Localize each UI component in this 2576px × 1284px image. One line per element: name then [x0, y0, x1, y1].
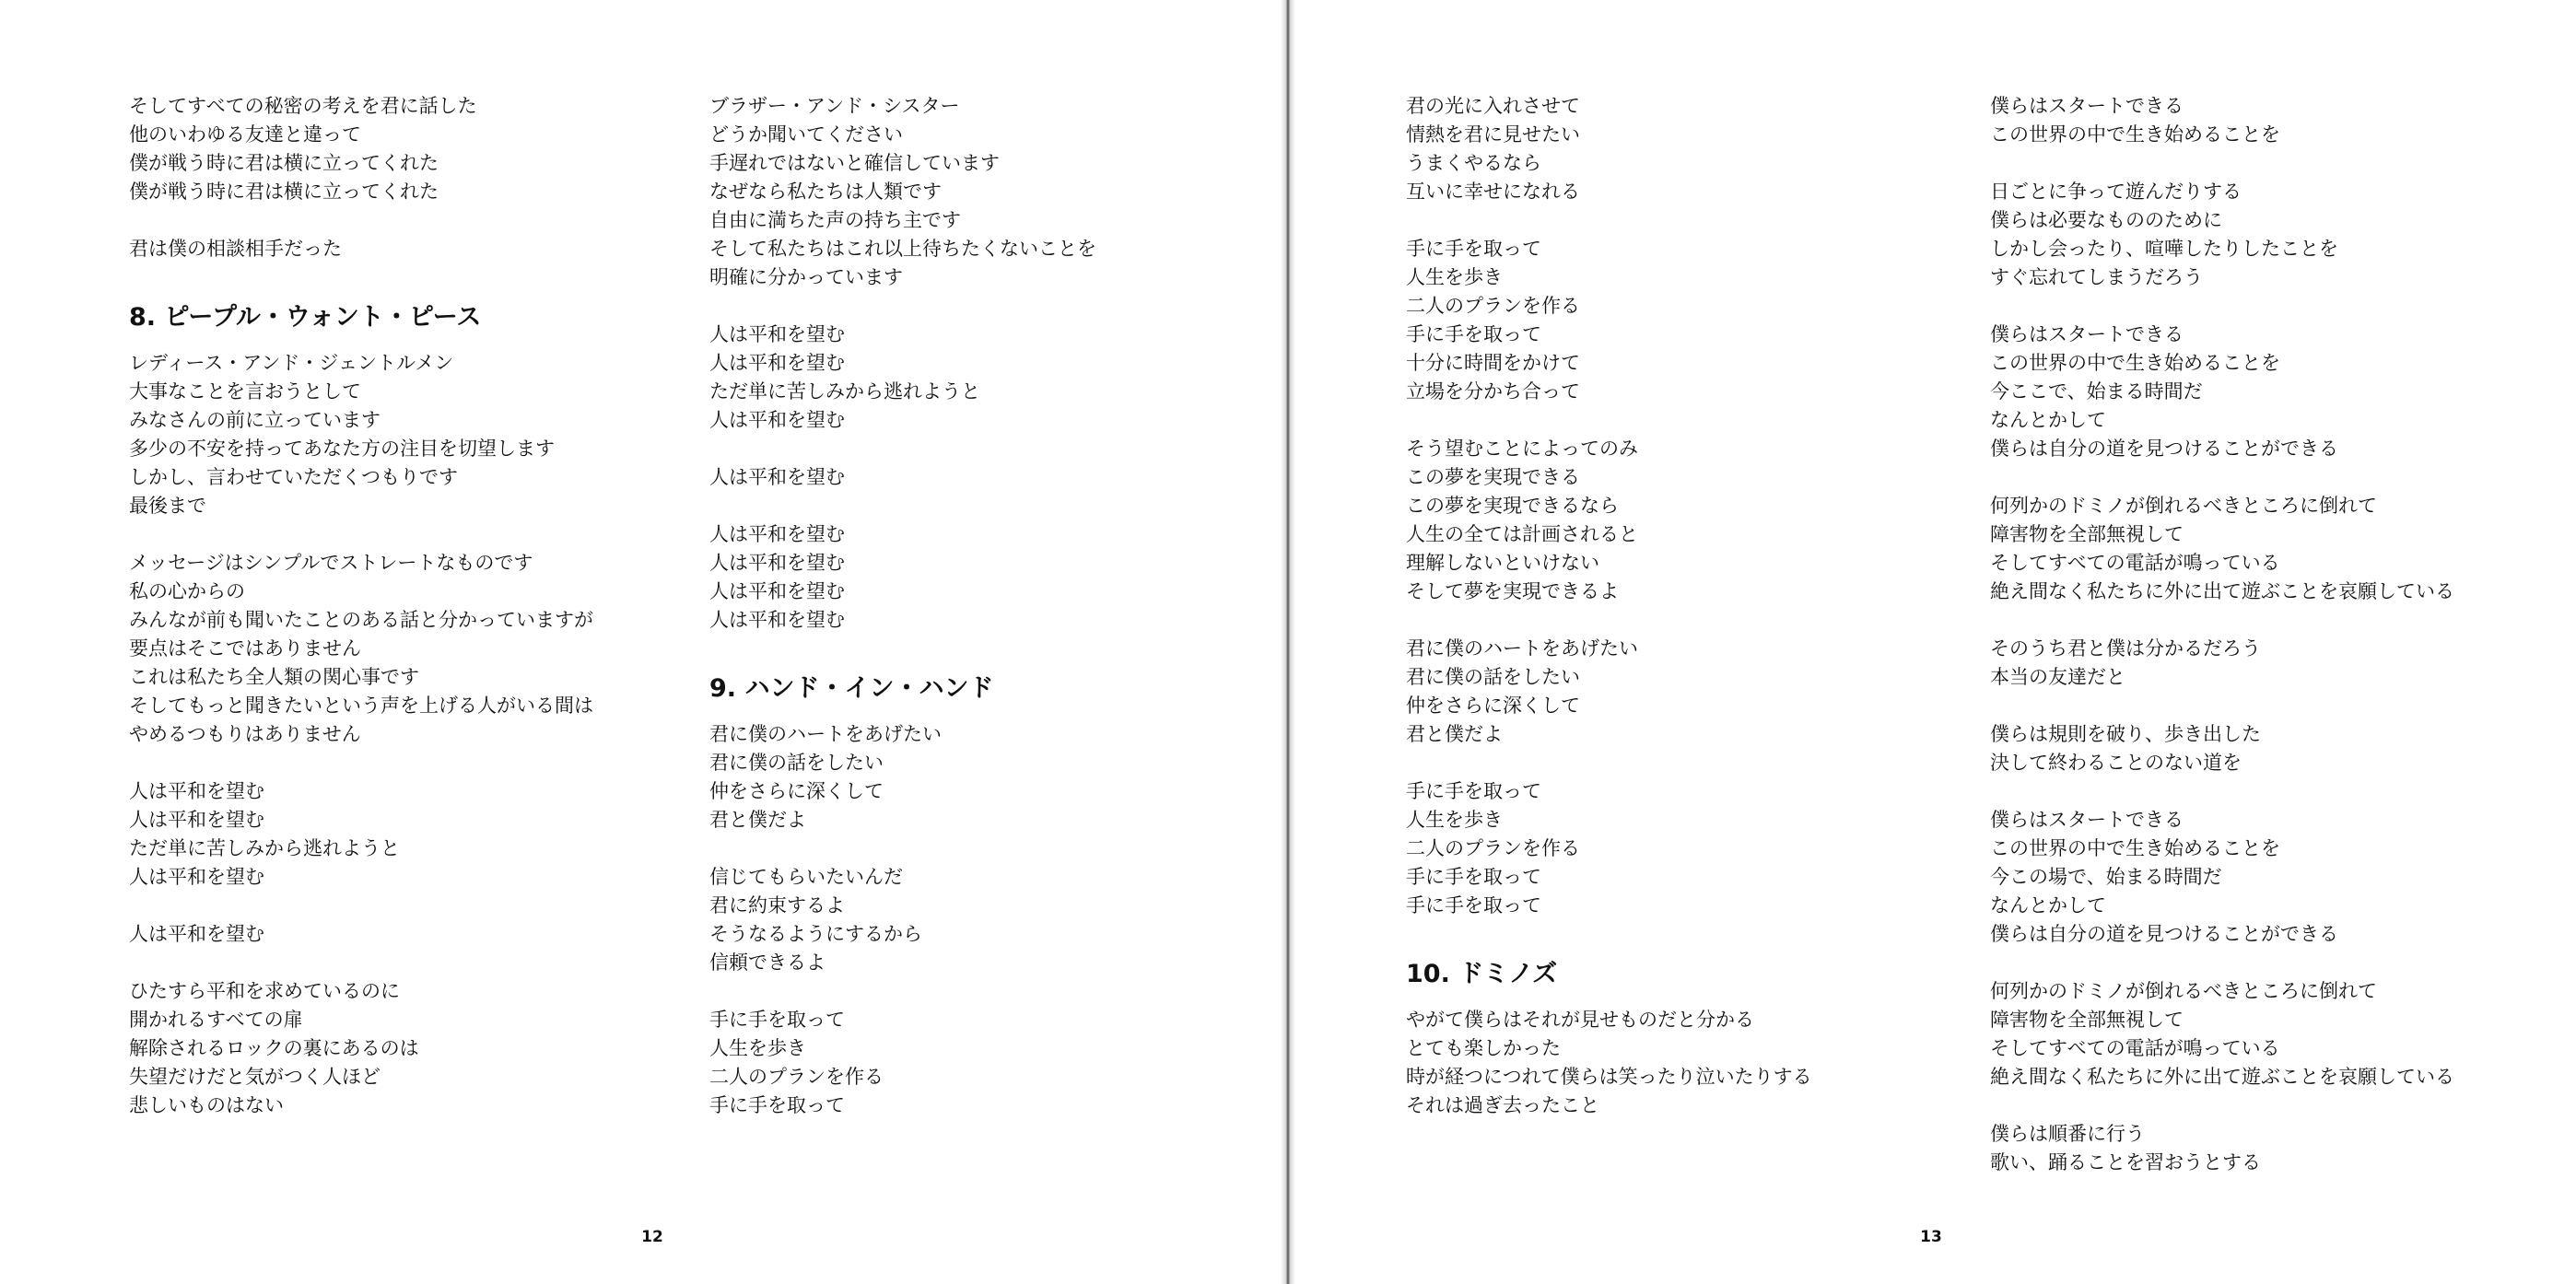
- lyric-line: 手に手を取って: [1406, 238, 1541, 260]
- lyric-line: 僕らはスタートできる: [1990, 809, 2184, 831]
- song-title: 8. ピープル・ウォント・ピース: [129, 303, 482, 332]
- lyric-line: 僕が戦う時に君は横に立ってくれた: [129, 152, 439, 174]
- lyric-line: 決して終わることのない道を: [1990, 752, 2242, 774]
- lyric-line: そしてすべての電話が鳴っている: [1990, 1037, 2280, 1059]
- page-number: 13: [1920, 1228, 1942, 1246]
- stanza-gap: [1990, 1091, 2561, 1120]
- lyric-line: 情熱を君に見せたい: [1406, 123, 1580, 146]
- lyric-line: そしてすべての電話が鳴っている: [1990, 552, 2280, 574]
- lyric-line: レディース・アンド・ジェントルメン: [129, 352, 454, 374]
- lyric-line: 人は平和を望む: [129, 866, 264, 888]
- lyric-line: 自由に満ちた声の持ち主です: [709, 209, 961, 231]
- stanza-gap: [129, 749, 700, 777]
- stanza-gap: [709, 492, 1281, 520]
- lyric-line: そのうち君と僕は分かるだろう: [1990, 637, 2261, 660]
- stanza-gap: [129, 206, 700, 235]
- lyric-line: 私の心からの: [129, 580, 245, 602]
- lyric-line: とても楽しかった: [1406, 1037, 1561, 1059]
- lyric-line: 信頼できるよ: [709, 951, 825, 974]
- lyric-line: 障害物を全部無視して: [1990, 523, 2184, 545]
- song-title: 9. ハンド・イン・ハンド: [709, 674, 994, 703]
- lyric-line: 何列かのドミノが倒れるべきところに倒れて: [1990, 495, 2377, 517]
- lyric-line: この夢を実現できる: [1406, 466, 1580, 488]
- lyric-line: ただ単に苦しみから逃れようと: [709, 380, 980, 403]
- lyric-line: それは過ぎ去ったこと: [1406, 1094, 1599, 1116]
- stanza-gap: [129, 949, 700, 977]
- stanza-gap: [1406, 749, 1977, 777]
- lyric-line: 手に手を取って: [1406, 866, 1541, 888]
- page-number: 12: [641, 1228, 663, 1246]
- lyric-line: みなさんの前に立っています: [129, 409, 381, 431]
- page-right: [1288, 0, 2576, 1284]
- lyric-line: 僕らは規則を破り、歩き出した: [1990, 723, 2261, 745]
- lyric-line: 人生を歩き: [1406, 809, 1503, 831]
- lyric-line: 僕らは必要なもののために: [1990, 209, 2222, 231]
- lyric-line: 手に手を取って: [709, 1009, 845, 1031]
- lyric-line: この世界の中で生き始めることを: [1990, 352, 2280, 374]
- lyric-line: しかし、言わせていただくつもりです: [129, 466, 458, 488]
- lyric-line: 本当の友達だと: [1990, 666, 2125, 688]
- lyric-line: 人生を歩き: [1406, 266, 1503, 288]
- lyric-line: 解除されるロックの裏にあるのは: [129, 1037, 419, 1059]
- lyric-line: 人は平和を望む: [129, 809, 264, 831]
- lyric-line: 時が経つにつれて僕らは笑ったり泣いたりする: [1406, 1066, 1812, 1088]
- lyric-line: 人は平和を望む: [709, 409, 845, 431]
- lyric-line: 理解しないといけない: [1406, 552, 1599, 574]
- lyric-line: 僕らはスタートできる: [1990, 95, 2184, 117]
- stanza-gap: [1406, 406, 1977, 435]
- lyric-line: 要点はそこではありません: [129, 637, 361, 660]
- lyric-line: 大事なことを言おうとして: [129, 380, 361, 403]
- lyric-line: そしてもっと聞きたいという声を上げる人がいる間は: [129, 695, 593, 717]
- lyric-line: みんなが前も聞いたことのある話と分かっていますが: [129, 609, 593, 631]
- lyric-line: 人は平和を望む: [709, 352, 845, 374]
- lyric-line: 開かれるすべての扉: [129, 1009, 303, 1031]
- stanza-gap: [709, 435, 1281, 463]
- lyric-line: 歌い、踊ることを習おうとする: [1990, 1151, 2261, 1173]
- stanza-gap: [1406, 206, 1977, 235]
- lyric-line: 僕らは自分の道を見つけることができる: [1990, 923, 2338, 945]
- stanza-gap: [1990, 463, 2561, 492]
- stanza-gap: [1990, 292, 2561, 321]
- stanza-gap: [1990, 692, 2561, 720]
- stanza-gap: [1990, 777, 2561, 806]
- lyric-line: すぐ忘れてしまうだろう: [1990, 266, 2203, 288]
- stanza-gap: [709, 835, 1281, 863]
- lyric-line: 悲しいものはない: [129, 1094, 284, 1116]
- lyric-line: 人は平和を望む: [709, 580, 845, 602]
- lyric-line: 僕が戦う時に君は横に立ってくれた: [129, 181, 439, 203]
- column: [1406, 92, 1977, 1120]
- column: [1990, 92, 2561, 1177]
- lyric-line: 君と僕だよ: [1406, 723, 1503, 745]
- lyric-line: 人は平和を望む: [129, 780, 264, 802]
- lyric-line: どうか聞いてください: [709, 123, 903, 146]
- stanza-gap: [1990, 606, 2561, 635]
- lyric-line: 君に僕のハートをあげたい: [1406, 637, 1638, 660]
- lyric-line: 僕らは順番に行う: [1990, 1123, 2145, 1145]
- lyric-line: そして私たちはこれ以上待ちたくないことを: [709, 238, 1096, 260]
- lyric-line: 今この場で、始まる時間だ: [1990, 866, 2222, 888]
- lyric-line: 人生を歩き: [709, 1037, 806, 1059]
- lyric-line: そうなるようにするから: [709, 923, 922, 945]
- lyric-line: 手遅れではないと確信しています: [709, 152, 1000, 174]
- lyric-line: 君に約束するよ: [709, 894, 845, 916]
- lyric-line: なんとかして: [1990, 409, 2106, 431]
- lyric-line: 二人のプランを作る: [1406, 837, 1580, 859]
- column: [709, 92, 1281, 1120]
- lyric-line: 人は平和を望む: [709, 609, 845, 631]
- lyric-line: 明確に分かっています: [709, 266, 903, 288]
- lyric-line: なぜなら私たちは人類です: [709, 181, 942, 203]
- lyric-line: 何列かのドミノが倒れるべきところに倒れて: [1990, 980, 2377, 1002]
- lyric-line: なんとかして: [1990, 894, 2106, 916]
- lyric-line: 君に僕の話をしたい: [1406, 666, 1580, 688]
- lyric-line: 仲をさらに深くして: [709, 780, 884, 802]
- lyric-line: 二人のプランを作る: [1406, 295, 1580, 317]
- lyric-line: 信じてもらいたいんだ: [709, 866, 903, 888]
- lyric-line: 手に手を取って: [1406, 894, 1541, 916]
- stanza-gap: [709, 977, 1281, 1006]
- lyric-line: 人は平和を望む: [709, 466, 845, 488]
- lyric-line: この世界の中で生き始めることを: [1990, 837, 2280, 859]
- lyric-line: ブラザー・アンド・シスター: [709, 95, 960, 117]
- lyric-line: 多少の不安を持ってあなた方の注目を切望します: [129, 438, 555, 460]
- lyric-line: そしてすべての秘密の考えを君に話した: [129, 95, 477, 117]
- lyric-line: 君に僕の話をしたい: [709, 752, 884, 774]
- lyric-line: 人は平和を望む: [709, 552, 845, 574]
- lyric-line: 君の光に入れさせて: [1406, 95, 1580, 117]
- lyric-line: 二人のプランを作る: [709, 1066, 884, 1088]
- lyric-line: 手に手を取って: [1406, 323, 1541, 345]
- lyric-line: これは私たち全人類の関心事です: [129, 666, 419, 688]
- column: [129, 92, 700, 1120]
- lyric-line: メッセージはシンプルでストレートなものです: [129, 552, 533, 574]
- lyric-line: 互いに幸せになれる: [1406, 181, 1580, 203]
- lyric-line: 人生の全ては計画されると: [1406, 523, 1638, 545]
- lyric-line: 絶え間なく私たちに外に出て遊ぶことを哀願している: [1990, 580, 2454, 602]
- stanza-gap: [709, 292, 1281, 321]
- lyric-line: 僕らは自分の道を見つけることができる: [1990, 438, 2338, 460]
- lyric-line: 日ごとに争って遊んだりする: [1990, 181, 2242, 203]
- lyric-line: この夢を実現できるなら: [1406, 495, 1619, 517]
- lyric-line: やめるつもりはありません: [129, 723, 361, 745]
- lyric-line: 失望だけだと気がつく人ほど: [129, 1066, 381, 1088]
- lyric-line: 絶え間なく私たちに外に出て遊ぶことを哀願している: [1990, 1066, 2454, 1088]
- lyric-line: 十分に時間をかけて: [1406, 352, 1580, 374]
- lyric-line: 障害物を全部無視して: [1990, 1009, 2184, 1031]
- stanza-gap: [129, 520, 700, 549]
- lyric-line: 人は平和を望む: [709, 523, 845, 545]
- lyric-line: 立場を分かち合って: [1406, 380, 1580, 403]
- lyric-line: 手に手を取って: [709, 1094, 845, 1116]
- stanza-gap: [1990, 149, 2561, 178]
- lyric-line: 最後まで: [129, 495, 206, 517]
- stanza-gap: [1406, 606, 1977, 635]
- lyric-line: うまくやるなら: [1406, 152, 1541, 174]
- lyric-line: 僕らはスタートできる: [1990, 323, 2184, 345]
- lyric-line: 仲をさらに深くして: [1406, 695, 1580, 717]
- lyric-line: そして夢を実現できるよ: [1406, 580, 1619, 602]
- song-title: 10. ドミノズ: [1406, 960, 1558, 988]
- lyric-line: 手に手を取って: [1406, 780, 1541, 802]
- lyric-line: そう望むことによってのみ: [1406, 438, 1638, 460]
- lyric-line: この世界の中で生き始めることを: [1990, 123, 2280, 146]
- lyric-line: 他のいわゆる友達と違って: [129, 123, 361, 146]
- lyric-line: 今ここで、始まる時間だ: [1990, 380, 2203, 403]
- lyric-line: ひたすら平和を求めているのに: [129, 980, 400, 1002]
- stanza-gap: [1990, 949, 2561, 977]
- lyric-line: 人は平和を望む: [709, 323, 845, 345]
- lyric-line: 君に僕のハートをあげたい: [709, 723, 942, 745]
- lyric-line: 君は僕の相談相手だった: [129, 238, 342, 260]
- lyric-line: 君と僕だよ: [709, 809, 806, 831]
- lyric-line: 人は平和を望む: [129, 923, 264, 945]
- stanza-gap: [129, 892, 700, 920]
- lyric-line: やがて僕らはそれが見せものだと分かる: [1406, 1009, 1754, 1031]
- lyric-line: ただ単に苦しみから逃れようと: [129, 837, 400, 859]
- lyric-line: しかし会ったり、喧嘩したりしたことを: [1990, 238, 2338, 260]
